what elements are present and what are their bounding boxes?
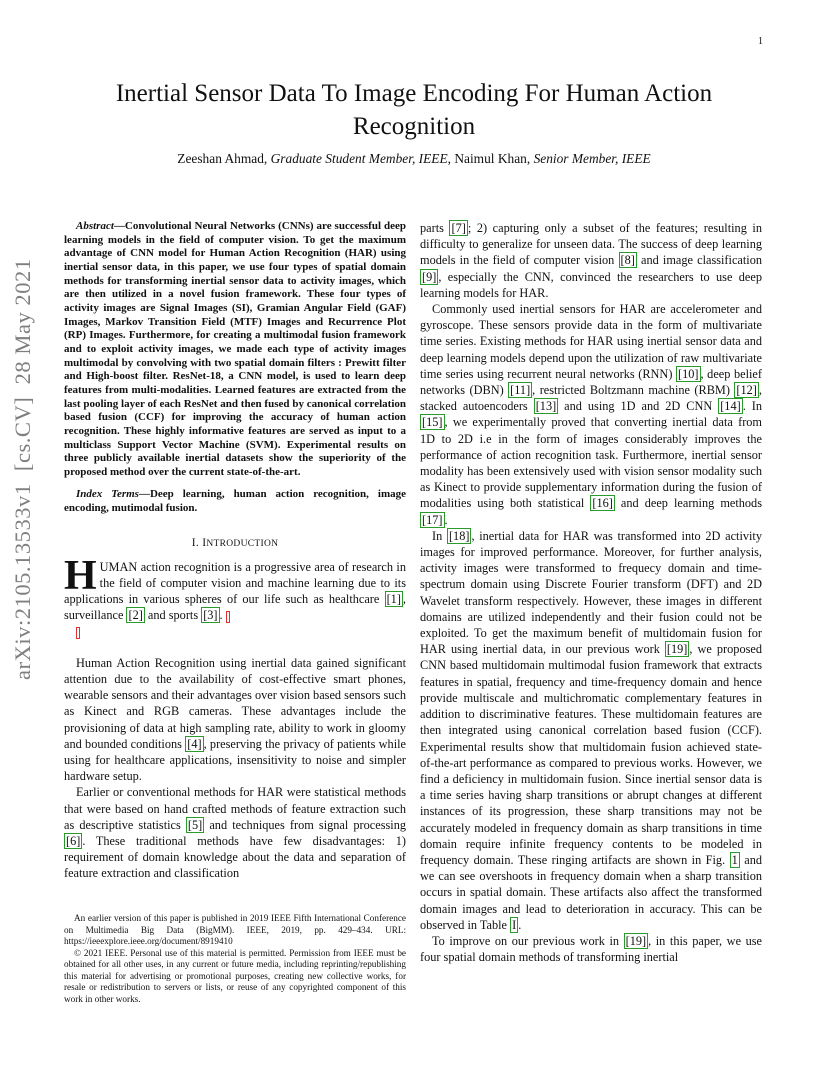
abstract <box>64 220 406 479</box>
annotation-marker <box>226 611 230 623</box>
citation-link[interactable]: [15] <box>422 415 443 430</box>
intro-paragraph-3 <box>64 784 406 881</box>
footnotes <box>64 913 406 1005</box>
arxiv-stamp[interactable]: arXiv:2105.13533v1 [cs.CV] 28 May 2021 <box>10 258 35 680</box>
citation-link[interactable]: [16] <box>592 496 613 511</box>
citation-link[interactable]: [14] <box>720 399 741 414</box>
paper-title: Inertial Sensor Data To Image Encoding For Human Action Recognition <box>115 80 713 140</box>
author-1-role: Graduate Student Member, IEEE <box>270 151 448 166</box>
annotation-marker <box>76 627 80 639</box>
footnote-earlier-version: An earlier version of this paper is published in 2019 IEEE Fifth International Conference on Multimedia Big Data (BigMM). IEEE, 2019, pp. 429–434. URL: https://ieeexplore.ieee.org/document/8919410 <box>64 913 406 946</box>
abstract-lead: Abstract <box>76 220 114 232</box>
section-heading-introduction <box>64 537 406 549</box>
text-span: . <box>444 512 448 527</box>
author-1: Zeeshan Ahmad, <box>177 151 271 166</box>
text-span: ; 2) capturing only a subset of the features; resulting in difficulty to generalize for unseen data. The success of deep learning models in the field of computer vision <box>420 221 762 268</box>
text-span: , inertial data for HAR was transformed into 2D activity images for improved performance. Moreover, for further analysis, activity images were transformed to frequecy domain and time-spectrum domain using Discrete Fourier transform (DFT) and 2D Wavelet transform respectively. However, these images in different domains are utilized independently and their fusion could not be exploited. To get the maximum benefit of multidomain fusion for HAR using inertial data, in our previous work <box>420 528 762 657</box>
right-paragraph-1 <box>420 220 762 301</box>
text-span: , deep belief networks (DBN) <box>420 366 762 398</box>
citation-link[interactable]: [6] <box>66 834 81 849</box>
citation-link[interactable]: [8] <box>620 253 635 268</box>
citation-link[interactable]: [9] <box>422 269 437 284</box>
text-span: and we can see overshoots in frequency domain when a sharp transition occurs in spatial domain. These artifacts also affect the transformed domain images and lead to deterioration in accuracy. This can be observed in Table <box>420 852 762 932</box>
section-first-letter: I <box>202 536 207 549</box>
intro-paragraph-2 <box>64 655 406 785</box>
text-span: Human Action Recognition using inertial data gained significant attention due to the availability of cost-effective smart phones, wearable sensors and their advantages over vision based sensors such as Kinect and RGB cameras. These advantages include the provisioning of data at high sampling rate, ability to work in gloomy and bounded conditions <box>64 655 406 751</box>
text-span: and sports <box>144 608 202 623</box>
text-span: Commonly used inertial sensors for HAR are accelerometer and gyroscope. These sensors provide data in the form of multivariate time series. Existing methods for HAR using inertial sensor data and deep learning models depend upon the utilization of raw multivariate time series using recurrent neural networks (RNN) <box>420 302 762 381</box>
intro-paragraph-1 <box>64 552 406 640</box>
right-paragraph-2 <box>420 301 762 528</box>
table-link[interactable]: I <box>512 917 517 932</box>
text-span: , we proposed CNN based multidomain multimodal fusion framework that extracts features in spatial, frequency and time-frequency domain and hence provide multiscale and multichromatic complementary features in addition to discriminative features. These multidomain features are then integrated using canonical correlation based fusion (CCF). Experimental results show that multidomain fusion achieved state-of-the-art performance as compared to previous works. However, we find a deficiency in multidomain fusion. Since inertial sensor data is a time series having sharp transitions or abrupt changes at different instances of its progression, these sharp transitions may not be accurately modeled in frequency domain as sharp transitions in time domain require infinite frequency contents to be modeled in frequency domain. These ringing artifacts are shown in Fig. <box>420 642 762 867</box>
citation-link[interactable]: [19] <box>625 933 647 948</box>
citation-link[interactable]: [17] <box>422 512 443 527</box>
text-span: UMAN action recognition is a progressive area of research in the field of computer vision and machine learning due to its applications in various spheres of our life such as healthcare <box>64 559 406 607</box>
right-paragraph-3 <box>420 528 762 933</box>
citation-link[interactable]: [11] <box>510 383 531 398</box>
footnote-copyright: © 2021 IEEE. Personal use of this material is permitted. Permission from IEEE must be obtained for all other uses, in any current or future media, including reprinting/republishing this material for advertising or promotional purposes, creating new collective works, for resale or redistribution to servers or lists, or reuse of any copyrighted component of this work in other works. <box>64 947 406 1004</box>
text-span: , we experimentally proved that converting inertial data from 1D to 2D i.e in the form of images considerably improves the performance of action recognition task. Furthermore, inertial sensor modality has been extensively used with vision sensor modality such as Kinect to provide supplementary information during the fusion of modalities using both statistical <box>420 415 762 511</box>
page-number: 1 <box>758 36 763 47</box>
citation-link[interactable]: [13] <box>535 399 557 414</box>
text-span: and deep learning methods <box>614 496 762 511</box>
text-span: . These traditional methods have few disadvantages: 1) requirement of domain knowledge about the data and separation of feature extraction and classification <box>64 834 406 881</box>
drop-cap: H <box>64 552 97 599</box>
citation-link[interactable]: [2] <box>128 608 143 623</box>
citation-link[interactable]: [1] <box>386 592 401 607</box>
section-number: I. <box>191 536 203 549</box>
citation-link[interactable]: [4] <box>187 736 202 751</box>
text-span: , stacked autoencoders <box>420 383 762 414</box>
citation-link[interactable]: [18] <box>448 528 470 543</box>
text-span: parts <box>420 221 450 235</box>
index-terms <box>64 488 406 515</box>
right-column <box>420 220 762 965</box>
text-span: Earlier or conventional methods for HAR were statistical methods that were based on hand crafted methods of feature extraction such as descriptive statistics <box>64 785 406 832</box>
figure-link[interactable]: 1 <box>731 852 738 867</box>
citation-link[interactable]: [12] <box>736 383 757 398</box>
right-paragraph-4 <box>420 933 762 965</box>
index-terms-lead: Index Terms <box>76 488 139 501</box>
author-2: , Naimul Khan, <box>447 151 534 166</box>
citation-link[interactable]: [7] <box>451 221 466 235</box>
text-span: . In <box>742 399 762 414</box>
text-span: , especially the CNN, convinced the researchers to use deep learning models for HAR. <box>420 269 762 300</box>
text-span: and techniques from signal processing <box>204 817 406 832</box>
text-span: and using 1D and 2D CNN <box>558 399 719 414</box>
section-title-rest: NTRODUCTION <box>206 538 279 549</box>
left-column <box>64 220 406 882</box>
citation-link[interactable]: [19] <box>666 642 688 657</box>
abstract-text: —Convolutional Neural Networks (CNNs) are successful deep learning models in the field of computer vision. To get the maximum advantage of CNN model for Human Action Recognition (HAR) using inertial sensor data, in this paper, we use four types of spatial domain methods for transforming inertial sensor data to activity images, which are then utilized in a novel fusion framework. These four types of activity images are Signal Images (SI), Gramian Angular Field (GAF) Images, Markov Transition Field (MTF) Images and Recurrence Plot (RP) Images. Furthermore, for creating a multimodal fusion framework and to exploit activity images, we made each type of activity images multimodal by convolving with two spatial domain filters : Prewitt filter and High-boost filter. ResNet-18, a CNN model, is used to learn deep features from multi-modalities. Learned features are extracted from the last pooling layer of each ResNet and then fused by canonical correlation based fusion (CCF) for improving the accuracy of human action recognition. These highly informative features are served as input to a multiclass Support Vector Machine (SVM). Experimental results on three publicly available inertial datasets show the superiority of the proposed method over the current state-of-the-art. <box>64 220 406 478</box>
citation-link[interactable]: [10] <box>678 366 699 381</box>
index-terms-text: —Deep learning, human action recognition, image encoding, mutimodal fusion. <box>64 488 406 515</box>
text-span: . <box>518 917 522 932</box>
text-span: . <box>219 608 223 623</box>
text-span: , preserving the privacy of patients while using for healthcare applications, insensitivity to noise and simpler hardware setup. <box>64 736 406 784</box>
citation-link[interactable]: [5] <box>187 817 203 832</box>
citation-link[interactable]: [3] <box>203 608 218 623</box>
text-span: In <box>432 528 447 543</box>
text-span: , surveillance <box>64 592 406 623</box>
text-span: , restricted Boltzmann machine (RBM) <box>532 383 735 398</box>
author-2-role: Senior Member, IEEE <box>533 151 651 166</box>
author-line <box>66 150 762 168</box>
text-span: , in this paper, we use four spatial domain methods of transforming inertial <box>420 933 762 965</box>
text-span: To improve on our previous work in <box>432 933 624 948</box>
text-span: and image classification <box>636 253 762 268</box>
